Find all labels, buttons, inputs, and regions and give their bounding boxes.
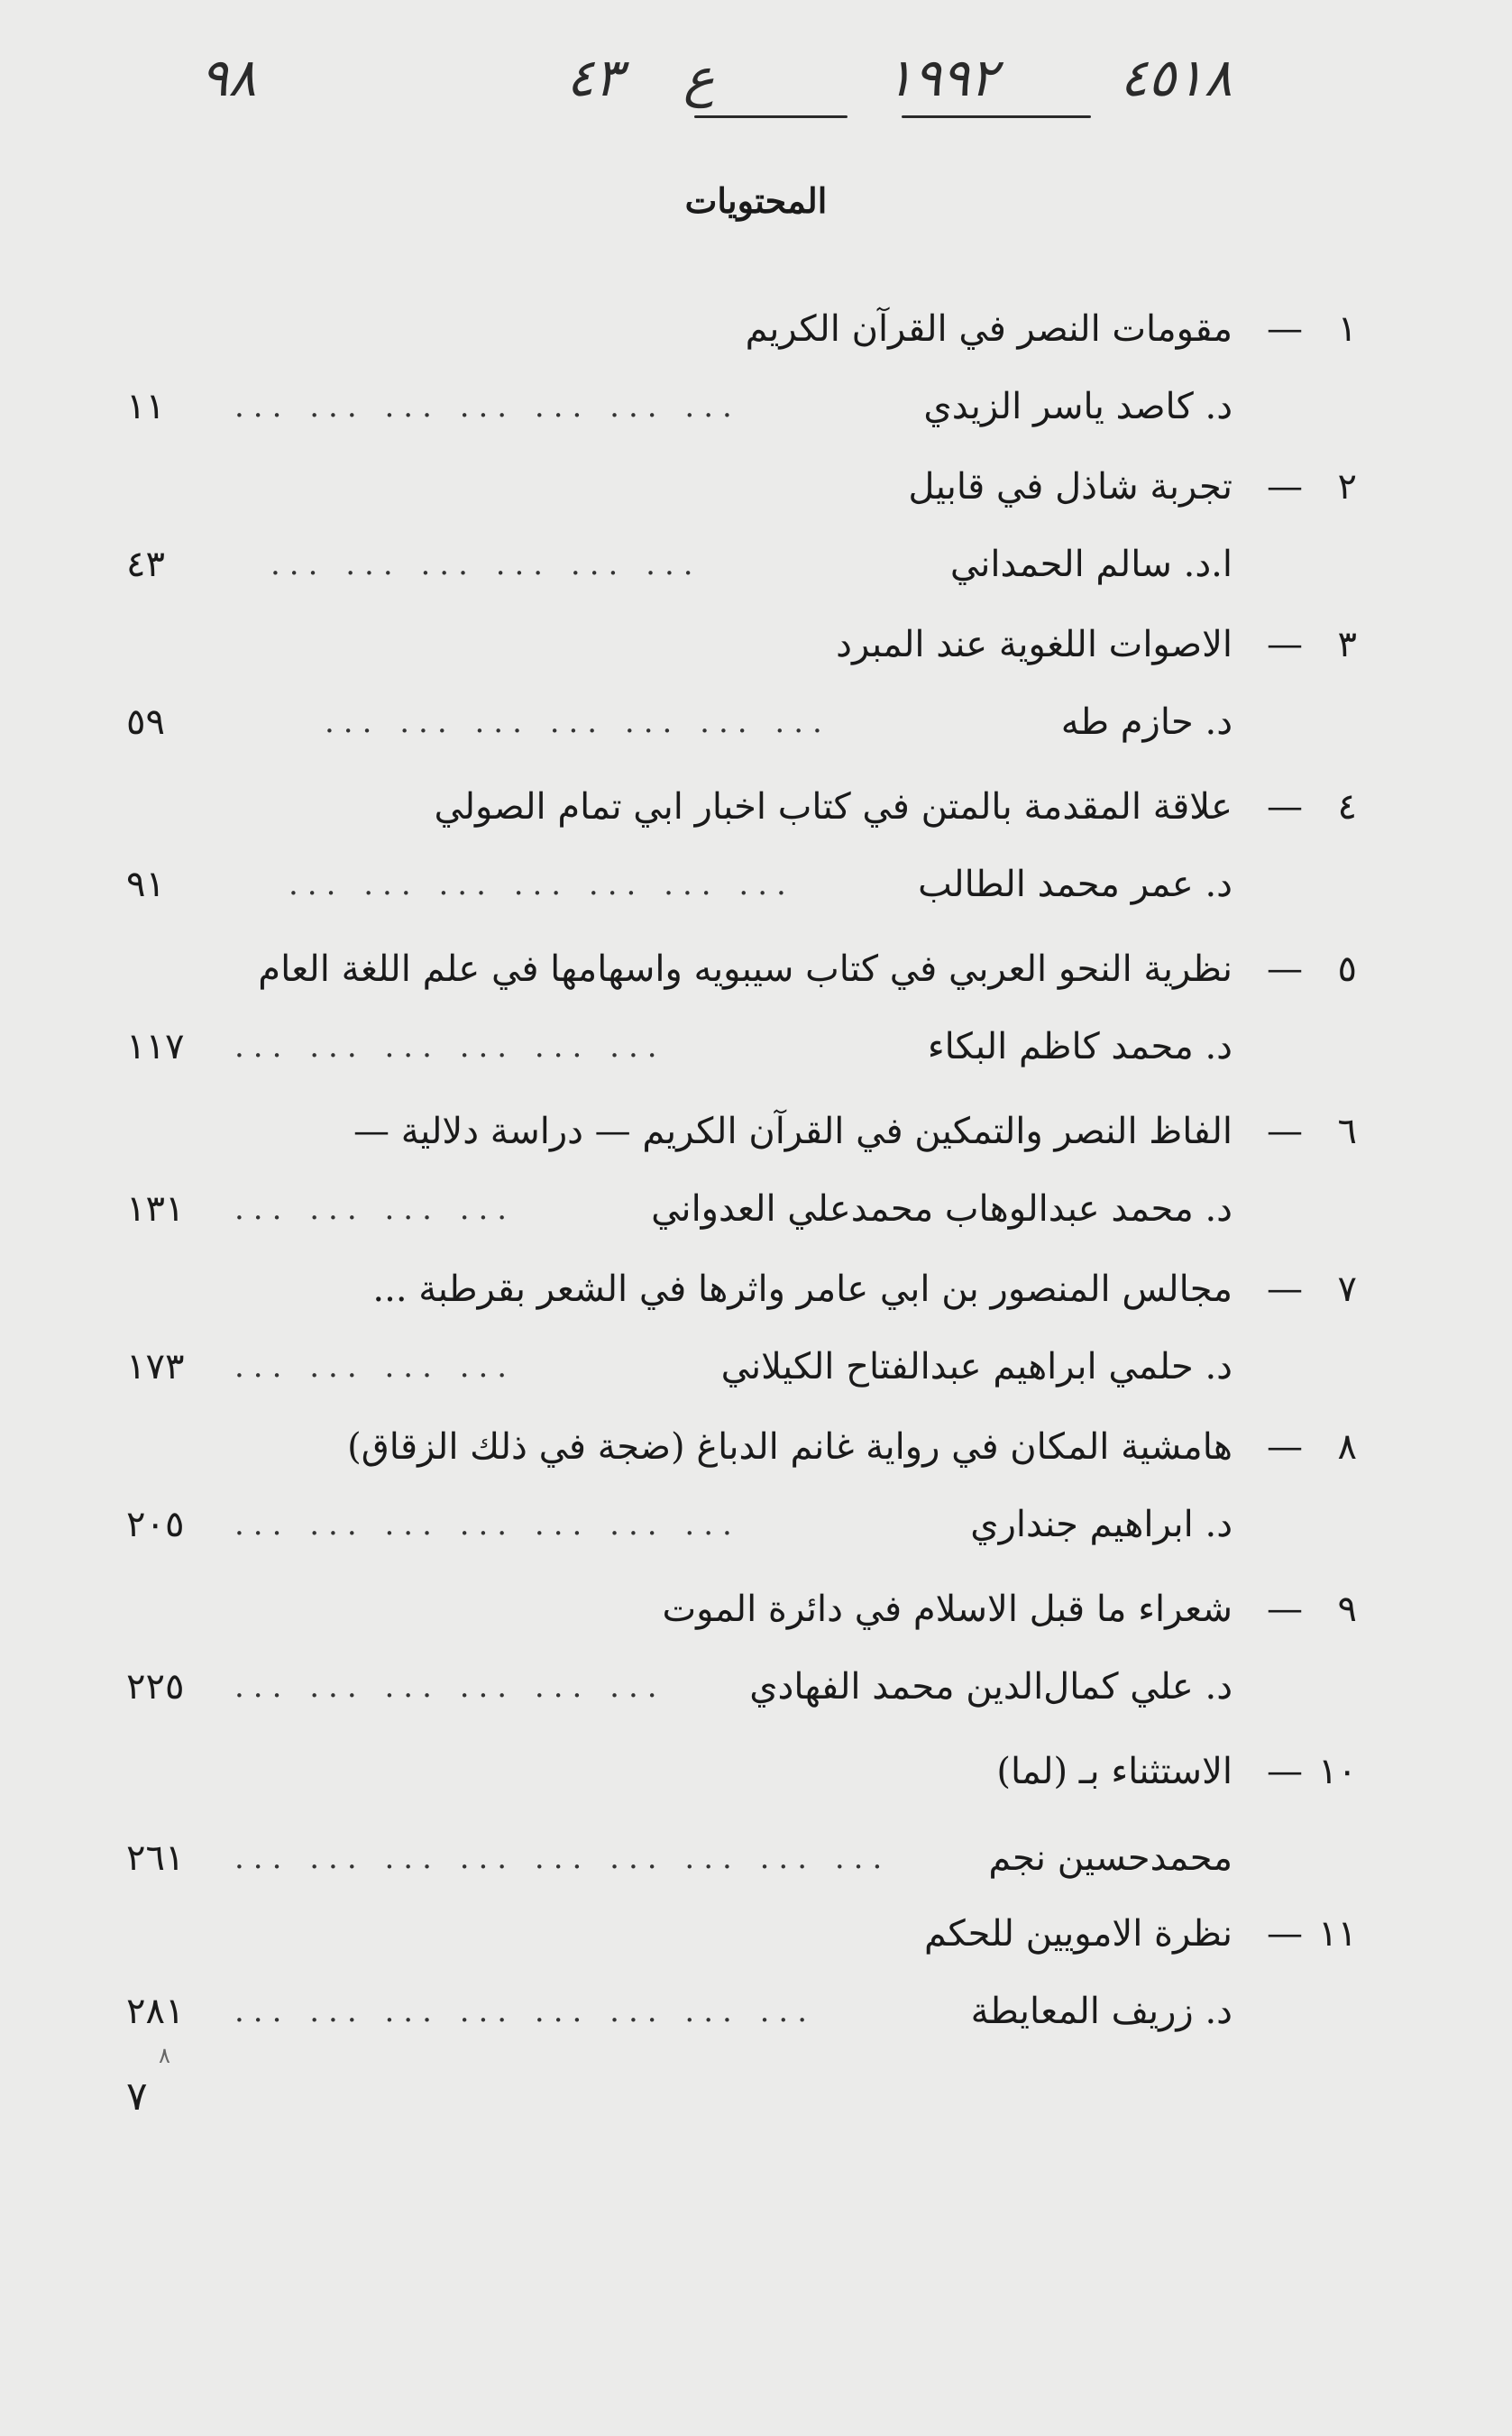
dot-leader: ... ... ... ... ... ... ... — [234, 1506, 741, 1543]
entry-title: الفاظ النصر والتمكين في القرآن الكريم — دراسة دلالية — — [353, 1111, 1233, 1152]
toc-entry — [0, 455, 1512, 618]
entry-author: ا.د. سالم الحمداني — [949, 544, 1233, 585]
entry-author: محمدحسين نجم — [988, 1837, 1233, 1879]
toc-entry — [0, 938, 1512, 1100]
entry-number: ٩ — [1337, 1589, 1357, 1630]
dot-leader: ... ... ... ... — [234, 1349, 517, 1385]
dot-leader: ... ... ... ... — [234, 1191, 517, 1227]
dot-leader: ... ... ... ... ... ... ... — [234, 389, 741, 425]
toc-entry — [0, 1415, 1512, 1578]
entry-page: ١٧٣ — [126, 1346, 185, 1387]
stray-mark: ٨ — [159, 2043, 170, 2068]
entry-page: ١١٧ — [126, 1026, 185, 1067]
toc-entry — [0, 1258, 1512, 1420]
entry-number: ١ — [1337, 308, 1357, 350]
entry-author: د. حازم طه — [1060, 701, 1233, 743]
entry-author: د. علي كمال‌الدين محمد الفهادي — [749, 1666, 1233, 1708]
entry-title: مجالس المنصور بن ابي عامر واثرها في الشعر بقرطبة ... — [372, 1268, 1233, 1310]
entry-dash: — — [1267, 308, 1303, 350]
dot-leader: ... ... ... ... ... ... ... ... ... — [234, 1840, 892, 1876]
dot-leader: ... ... ... ... ... ... ... ... — [234, 1993, 817, 2029]
toc-entry — [0, 298, 1512, 460]
entry-number: ١٠ — [1318, 1751, 1357, 1792]
entry-number: ٤ — [1337, 786, 1357, 828]
dot-leader: ... ... ... ... ... ... — [234, 1669, 666, 1705]
handwritten-note: ١٩٩٢ — [885, 47, 998, 108]
toc-entry — [0, 1578, 1512, 1740]
entry-page: ٢٨١ — [126, 1991, 185, 2032]
entry-title: نظرة الامويين للحكم — [923, 1913, 1233, 1955]
page-title: المحتويات — [684, 180, 828, 221]
toc-entry — [0, 775, 1512, 938]
entry-page: ١٣١ — [126, 1188, 185, 1230]
toc-entry — [0, 613, 1512, 775]
entry-number: ٨ — [1337, 1426, 1357, 1468]
entry-page: ١١ — [126, 386, 165, 427]
entry-author: د. حلمي ابراهيم عبدالفتاح الكيلاني — [720, 1346, 1233, 1387]
entry-number: ٧ — [1337, 1268, 1357, 1310]
entry-title: تجربة شاذل في قابيل — [908, 466, 1233, 508]
page-number: ٧ — [126, 2074, 148, 2120]
entry-dash: — — [1267, 1589, 1303, 1630]
entry-page: ٢٢٥ — [126, 1666, 185, 1708]
entry-title: مقومات النصر في القرآن الكريم — [745, 308, 1233, 350]
entry-page: ٢٠٥ — [126, 1504, 185, 1545]
entry-author: د. ابراهيم جنداري — [970, 1504, 1233, 1545]
entry-dash: — — [1267, 786, 1303, 828]
entry-dash: — — [1267, 1751, 1303, 1792]
toc-entry — [0, 1100, 1512, 1262]
dot-leader: ... ... ... ... ... ... — [234, 1029, 666, 1065]
entry-author: د. عمر محمد الطالب — [918, 864, 1233, 905]
toc-entry — [0, 1902, 1512, 2065]
entry-title: الاستثناء بـ (لما) — [996, 1751, 1233, 1792]
entry-dash: — — [1267, 466, 1303, 508]
entry-author: د. كاصد ياسر الزيدي — [923, 386, 1233, 427]
dot-leader: ... ... ... ... ... ... — [270, 546, 702, 582]
entry-page: ٢٦١ — [126, 1837, 185, 1879]
entry-title: هامشية المكان في رواية غانم الدباغ (ضجة في ذلك الزقاق) — [347, 1426, 1233, 1468]
entry-title: الاصوات اللغوية عند المبرد — [836, 624, 1233, 665]
entry-author: د. محمد كاظم البكاء — [927, 1026, 1233, 1067]
handwritten-note: ٩٨ — [200, 47, 257, 108]
entry-number: ٢ — [1337, 466, 1357, 508]
entry-dash: — — [1267, 1268, 1303, 1310]
entry-author: د. زريف المعايطة — [970, 1991, 1233, 2032]
entry-author: د. محمد عبدالوهاب محمدعلي العدواني — [651, 1188, 1233, 1230]
entry-number: ١١ — [1318, 1913, 1357, 1955]
handwritten-note: ع — [683, 47, 715, 108]
entry-number: ٥ — [1337, 948, 1357, 990]
entry-title: نظرية النحو العربي في كتاب سيبويه واسهامها في علم اللغة العام — [258, 948, 1233, 990]
entry-dash: — — [1267, 624, 1303, 665]
entry-dash: — — [1267, 1426, 1303, 1468]
entry-dash: — — [1267, 1111, 1303, 1152]
dot-leader: ... ... ... ... ... ... ... — [289, 866, 795, 902]
entry-dash: — — [1267, 1913, 1303, 1955]
entry-number: ٣ — [1337, 624, 1357, 665]
handwritten-note: ٤٣ — [566, 47, 623, 108]
dot-leader: ... ... ... ... ... ... ... — [325, 704, 831, 740]
entry-title: علاقة المقدمة بالمتن في كتاب اخبار ابي تمام الصولي — [434, 786, 1233, 828]
entry-page: ٩١ — [126, 864, 165, 905]
entry-number: ٦ — [1337, 1111, 1357, 1152]
entry-page: ٥٩ — [126, 701, 165, 743]
entry-dash: — — [1267, 948, 1303, 990]
toc-entry — [0, 1740, 1512, 1902]
entry-title: شعراء ما قبل الاسلام في دائرة الموت — [662, 1589, 1233, 1630]
entry-page: ٤٣ — [126, 544, 165, 585]
handwritten-note: ٤٥١٨ — [1120, 47, 1233, 108]
